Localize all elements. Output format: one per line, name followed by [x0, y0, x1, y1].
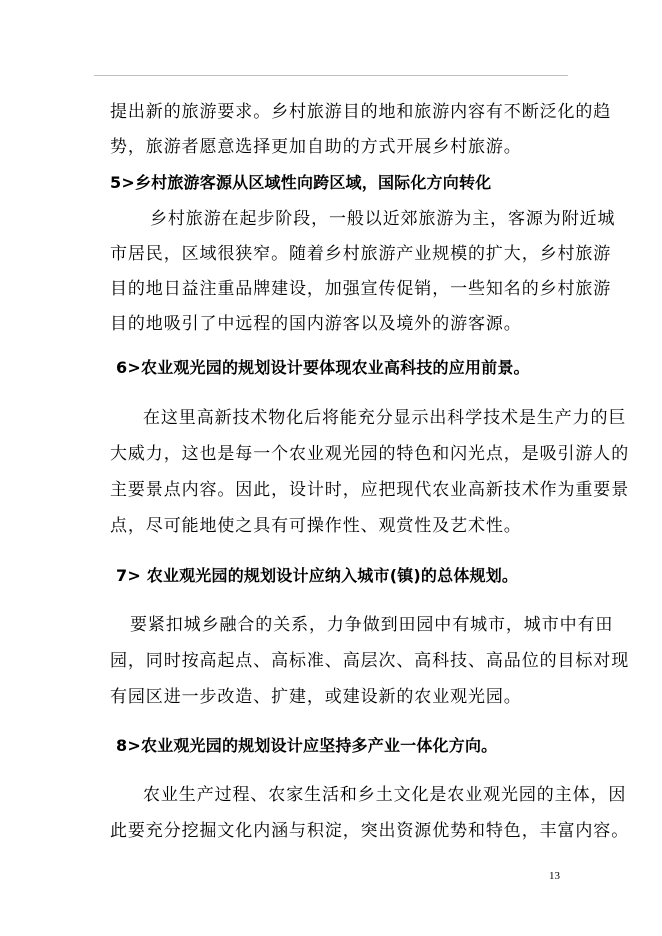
paragraph-line: 提出新的旅游要求。乡村旅游目的地和旅游内容有不断泛化的趋 [110, 102, 612, 122]
paragraph-line: 势，旅游者愿意选择更加自助的方式开展乡村旅游。 [110, 137, 522, 157]
paragraph-line: 市居民，区域很狭窄。随着乡村旅游产业规模的扩大，乡村旅游 [110, 244, 612, 264]
paragraph-line: 乡村旅游在起步阶段，一般以近郊旅游为主，客源为附近城 [150, 209, 616, 229]
section-heading-5: 5>乡村旅游客源从区域性向跨区域，国际化方向转化 [110, 173, 492, 192]
paragraph-line: 主要景点内容。因此，设计时，应把现代农业高新技术作为重要景 [110, 480, 630, 500]
paragraph-line: 要紧扣城乡融合的关系，力争做到田园中有城市，城市中有田 [130, 615, 614, 635]
paragraph-line: 园，同时按高起点、高标准、高层次、高科技、高品位的目标对现 [110, 651, 630, 671]
paragraph-line: 点，尽可能地使之具有可操作性、观赏性及艺术性。 [110, 516, 522, 536]
paragraph-line: 目的地日益注重品牌建设，加强宣传促销，一些知名的乡村旅游 [110, 279, 612, 299]
section-heading-8: 8>农业观光园的规划设计应坚持多产业一体化方向。 [116, 736, 498, 755]
page-number: 13 [549, 870, 560, 882]
section-heading-6: 6>农业观光园的规划设计要体现农业高科技的应用前景。 [116, 358, 530, 377]
paragraph-line: 此要充分挖掘文化内涵与积淀，突出资源优势和特色，丰富内容。 [110, 821, 630, 841]
paragraph-line: 在这里高新技术物化后将能充分显示出科学技术是生产力的巨 [143, 408, 627, 428]
paragraph-line: 大威力，这也是每一个农业观光园的特色和闪光点，是吸引游人的 [110, 444, 630, 464]
paragraph-line: 目的地吸引了中远程的国内游客以及境外的游客源。 [110, 314, 522, 334]
paragraph-line: 有园区进一步改造、扩建，或建设新的农业观光园。 [110, 687, 522, 707]
header-rule [94, 75, 568, 76]
paragraph-line: 农业生产过程、农家生活和乡土文化是农业观光园的主体，因 [143, 785, 627, 805]
section-heading-7: 7> 农业观光园的规划设计应纳入城市(镇)的总体规划。 [116, 566, 519, 585]
